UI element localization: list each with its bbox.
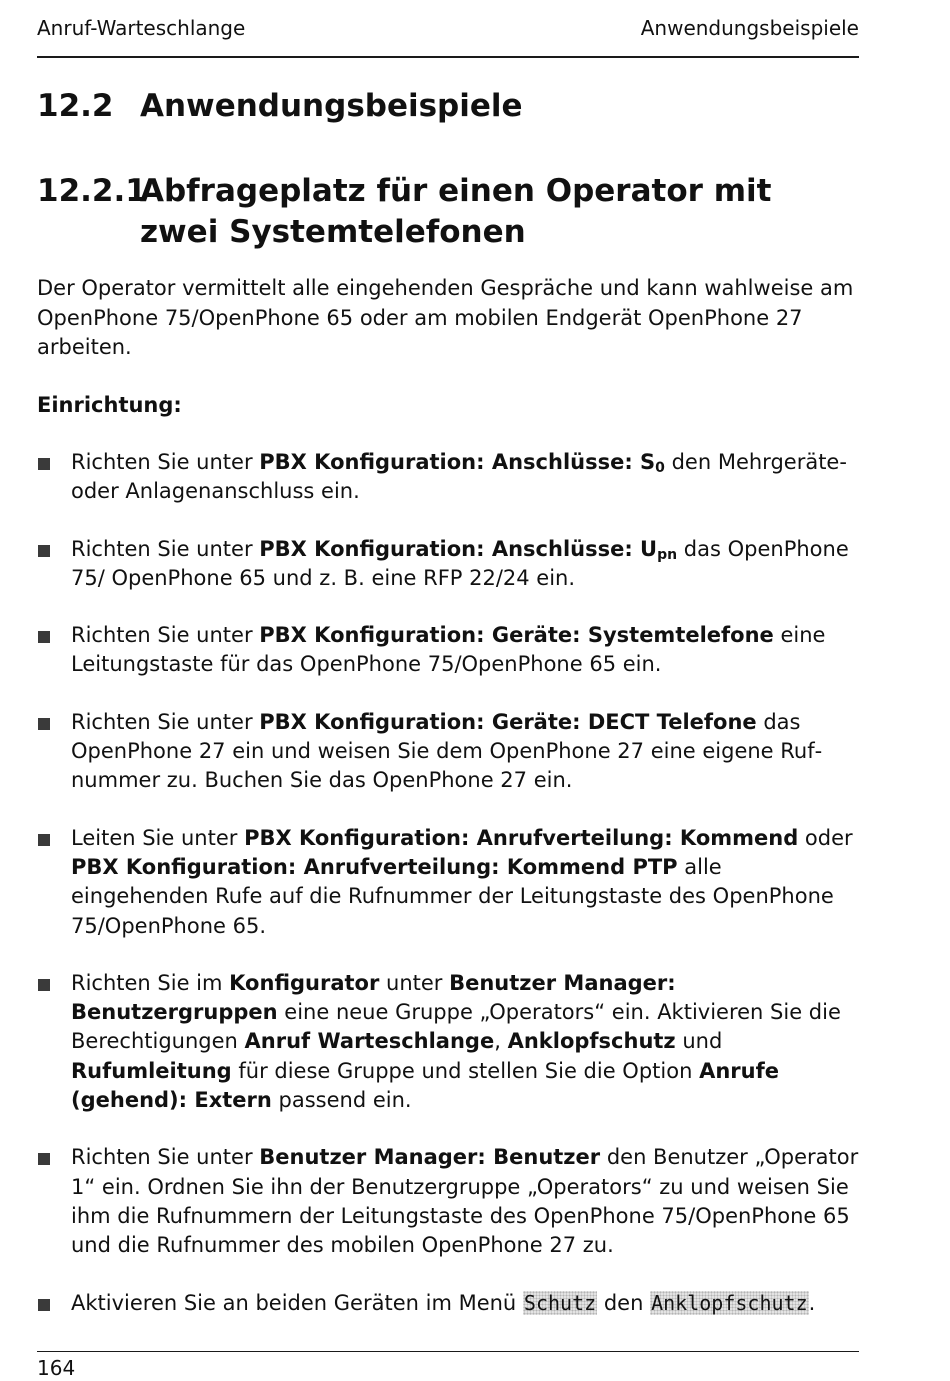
step-text: Aktivieren Sie an beiden Geräten im Menü: [71, 1290, 523, 1315]
step-text: und: [675, 1029, 723, 1054]
bullet-square-icon: [38, 545, 50, 557]
step-text: alle eingehenden Rufe auf die Rufnummer der Leitungstaste des OpenPhone 75/OpenPhone 65.: [71, 854, 834, 938]
section-heading: [37, 86, 859, 126]
bullet-square-icon: [38, 979, 50, 991]
step-text: ,: [494, 1029, 508, 1054]
step-text: oder: [798, 825, 853, 850]
step-emphasis: PBX Konfiguration: Anrufverteilung: Kommend PTP: [71, 854, 678, 879]
step-text: den Benutzer „Operator 1“ ein. Ordnen Sie ihn der Benutzergruppe „Operators“ zu und weisen Sie ihm die Rufnummern der Leitungstaste des OpenPhone 75/OpenPhone 65 und die Rufnummer des mobilen OpenPhone 27 zu.: [71, 1145, 859, 1258]
setup-step: [37, 824, 859, 941]
bullet-square-icon: [38, 1299, 50, 1311]
step-text: Richten Sie unter: [71, 709, 260, 734]
bullet-square-icon: [38, 458, 50, 470]
step-emphasis: PBX Konfiguration: Anrufverteilung: Kommend: [244, 825, 799, 850]
step-text: Richten Sie unter: [71, 623, 260, 648]
bullet-square-icon: [38, 631, 50, 643]
menu-key-label: Schutz: [523, 1290, 597, 1315]
step-emphasis: Konfigurator: [229, 970, 380, 995]
step-text: das OpenPhone 75/ OpenPhone 65 und z. B. eine RFP 22/24 ein.: [71, 536, 849, 590]
step-text: den Mehrgeräte- oder Anlagenanschluss ein.: [71, 450, 847, 504]
setup-step: [37, 448, 859, 507]
step-text: Leiten Sie unter: [71, 825, 245, 850]
bullet-square-icon: [38, 834, 50, 846]
step-emphasis: Anrufe (gehend): Extern: [71, 1058, 779, 1113]
setup-step: [37, 535, 859, 594]
subsection-number: 12.2.1: [37, 173, 147, 209]
step-emphasis: Benutzer Manager: Benutzergruppen: [71, 970, 676, 1025]
footer-rule: [37, 1351, 859, 1352]
step-text: das OpenPhone 27 ein und weisen Sie dem OpenPhone 27 eine eigene Rufnummer zu. Buchen Sie das OpenPhone 27 ein.: [71, 709, 823, 793]
step-emphasis: Benutzer Manager: Benutzer: [259, 1145, 601, 1170]
running-header: [37, 14, 859, 44]
setup-step: [37, 1289, 859, 1318]
running-header-section: Anwendungsbeispiele: [640, 16, 859, 40]
setup-step: [37, 1143, 859, 1260]
setup-step: [37, 969, 859, 1115]
step-emphasis: Anruf Warteschlange: [244, 1029, 495, 1054]
step-emphasis: PBX Konfiguration: Geräte: DECT Telefone: [259, 709, 757, 734]
section-number: 12.2: [37, 88, 114, 124]
subsection-title: Abfrageplatz für einen Operator mit zwei Systemtelefonen: [140, 173, 772, 250]
step-emphasis: PBX Konfiguration: Geräte: Systemtelefone: [259, 623, 774, 648]
step-text: für diese Gruppe und stellen Sie die Option: [231, 1058, 700, 1083]
step-emphasis: Rufumleitung: [71, 1058, 232, 1083]
header-rule: [37, 56, 859, 58]
step-text: den: [597, 1290, 651, 1315]
step-text: eine Leitungstaste für das OpenPhone 75/OpenPhone 65 ein.: [71, 623, 826, 677]
intro-paragraph: Der Operator vermittelt alle eingehenden Gespräche und kann wahlweise am OpenPhone 75/OpenPhone 65 oder am mobilen Endgerät OpenPhone 27 arbeiten.: [37, 276, 854, 359]
step-subscript: pn: [657, 546, 678, 563]
step-text: passend ein.: [271, 1088, 412, 1113]
menu-key-label: Anklopfschutz: [651, 1290, 808, 1315]
step-emphasis: PBX Konfiguration: Anschlüsse: S: [259, 450, 656, 474]
subsection-heading: [37, 171, 859, 253]
bullet-square-icon: [38, 1153, 50, 1165]
step-text: Richten Sie unter: [71, 450, 260, 474]
setup-label: Einrichtung:: [37, 393, 182, 417]
step-text: unter: [379, 970, 450, 995]
setup-steps-list: [37, 448, 859, 1346]
step-text: Richten Sie im: [71, 970, 230, 995]
setup-step: [37, 708, 859, 796]
step-text: Richten Sie unter: [71, 1145, 260, 1170]
step-subscript: 0: [655, 460, 665, 476]
step-text: eine neue Gruppe „Operators“ ein. Aktivieren Sie die Berechtigungen: [71, 1000, 841, 1054]
setup-step: [37, 621, 859, 680]
page-number: 164: [37, 1356, 76, 1380]
step-text: .: [808, 1290, 816, 1315]
step-emphasis: PBX Konfiguration: Anschlüsse: U: [259, 536, 658, 561]
step-text: Richten Sie unter: [71, 536, 260, 561]
running-header-chapter: Anruf-Warteschlange: [37, 16, 246, 40]
section-title: Anwendungsbeispiele: [140, 88, 523, 124]
bullet-square-icon: [38, 718, 50, 730]
step-emphasis: Anklopfschutz: [507, 1029, 676, 1054]
